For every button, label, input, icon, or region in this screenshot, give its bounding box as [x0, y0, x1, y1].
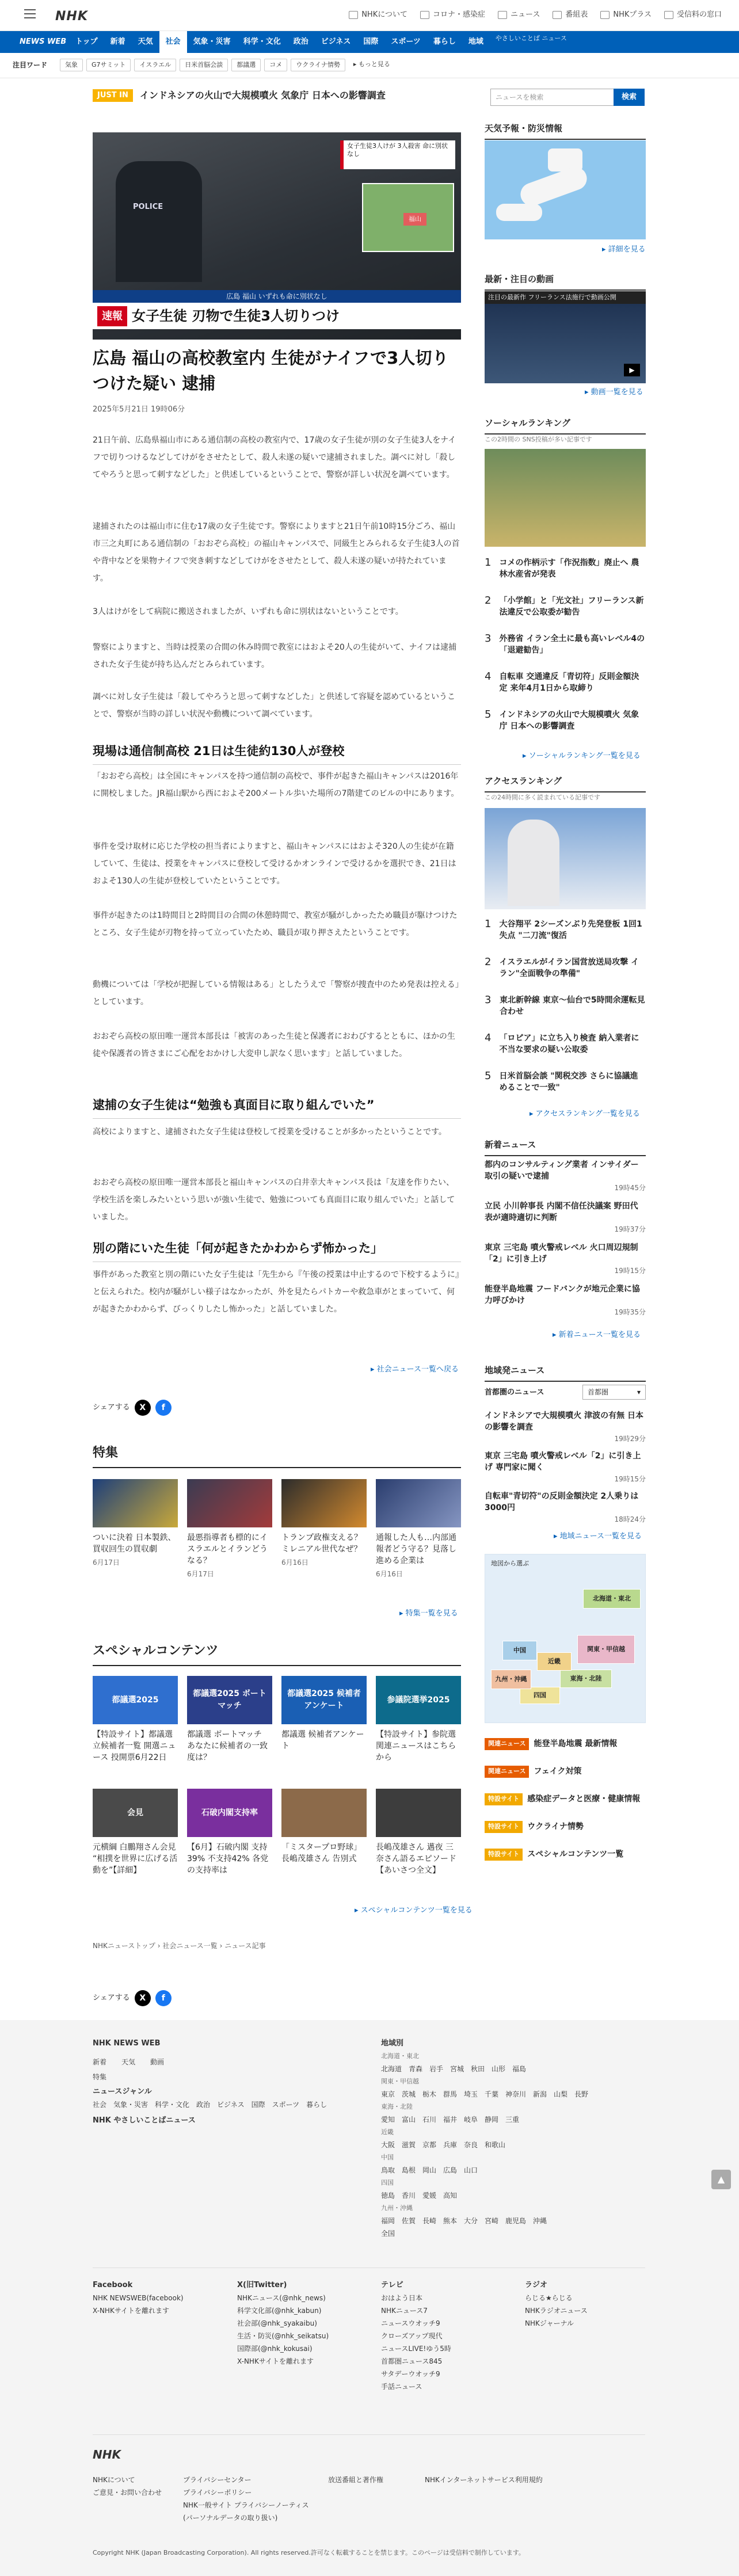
footer-link[interactable]: X-NHKサイトを離れます [237, 2357, 314, 2365]
special-card[interactable]: 石破内閣支持率 【6月】石破内閣 支持39% 不支持42% 各党の支持率は [187, 1789, 272, 1876]
nav-item[interactable]: トップ [75, 37, 98, 46]
tokushu-card[interactable]: 最悪指導者も標的にイスラエルとイランどうなる？ 6月17日 [187, 1479, 272, 1579]
promo-item[interactable]: 関連ニュース 能登半島地震 最新情報 [485, 1738, 646, 1750]
footer-region-link[interactable]: 愛知 富山 石川 福井 岐阜 静岡 三重 [381, 2116, 520, 2124]
footer-region-link[interactable]: 四国 [381, 2179, 394, 2186]
trend-row [0, 53, 739, 78]
trend-more-link[interactable]: ▸ もっと見る [353, 60, 390, 68]
footer-tv: テレビ おはよう日本 NHKニュース7 ニュースウオッチ9 クローズアップ現代 ニュースLIVE!ゆう5時 首都圏ニュース845 サタデーウオッチ9 手話ニュース [381, 2279, 508, 2393]
footer-link[interactable]: 科学文化部(@nhk_kabun) [237, 2307, 322, 2315]
card-image [376, 1789, 461, 1837]
search-input[interactable]: ニュースを検索 [490, 89, 620, 106]
footer [0, 2020, 739, 2576]
footer-link[interactable]: プライバシーポリシー [183, 2489, 252, 2497]
article-paragraph: 21日午前、広島県福山市にある通信制の高校の教室内で、17歳の女子生徒が別の女子生徒3人をナイフで切りつけるなどしてけがをさせたとして、殺人未遂の疑いで逮捕されました。調べに対し「殺してやろうと思って刺すなどした」と供述しているということで、警察が詳しい状況を調べています。 [93, 436, 456, 479]
footer-link[interactable]: ニュースLIVE!ゆう5時 [381, 2345, 451, 2353]
news-item[interactable]: インドネシアで大規模噴火 津波の有無 日本の影響を調査 19時29分 [485, 1411, 646, 1443]
breadcrumb-item: ニュース記事 [224, 1942, 266, 1950]
footer-link[interactable]: X-NHKサイトを離れます [93, 2307, 169, 2315]
region-map: 地図から選ぶ 北海道・東北 関東・甲信越 東海・北陸 近畿 中国 四国 九州・沖縄 [485, 1554, 646, 1723]
ranking-item[interactable]: 3 外務省 イラン全土に最も高いレベル4の「退避勧告」 [485, 632, 645, 655]
footer-link[interactable]: 動画 [150, 2058, 165, 2066]
x-share-icon[interactable]: X [135, 1990, 151, 2006]
footer-link[interactable]: 手話ニュース [381, 2383, 422, 2391]
special-more-link[interactable]: ▸ スペシャルコンテンツ一覧を見る [355, 1906, 473, 1915]
trend-tag[interactable]: G7サミット [86, 59, 131, 71]
footer-region-link[interactable]: 福岡 佐賀 長崎 熊本 大分 宮崎 鹿児島 沖縄 [381, 2217, 547, 2225]
card-image [93, 1479, 178, 1527]
footer-region-link[interactable]: 東海・北陸 [381, 2103, 413, 2110]
article-paragraph: 事件を受け取材に応じた学校の担当者によりますと、福山キャンパスにはおよそ320人の生徒が在籍していて、生徒は、授業をキャンパスに登校して受けるかオンラインで受けるかを選択でき、21日はおよそ130人の生徒が登校していたということです。 [93, 842, 456, 886]
footer-region-link[interactable]: 東京 茨城 栃木 群馬 埼玉 千葉 神奈川 新潟 山梨 長野 [381, 2090, 589, 2098]
breadcrumb-item[interactable]: NHKニューストップ [93, 1942, 155, 1950]
nav-item-yasashii[interactable]: やさしいことば ニュース [495, 35, 567, 42]
special-title: スペシャルコンテンツ [93, 1641, 461, 1666]
card-image: 会見 [93, 1789, 178, 1837]
ranking-item[interactable]: 5 日米首脳会談 "関税交渉 さらに協議進めることで一致" [485, 1070, 638, 1092]
footer-link[interactable]: NHKニュース7 [381, 2307, 428, 2315]
article-paragraph: 事件があった教室と別の階にいた女子生徒は「先生から『午後の授業は中止するので下校するように』と伝えられた。校内が騒がしい様子はなかったが、外を見たらパトカーや救急車がとまっていて、何が起きたかわからず、びっくりしたし怖かった」と話していました。 [93, 1270, 459, 1314]
card-image: 都議選2025 [93, 1676, 178, 1724]
just-in-banner[interactable] [93, 89, 386, 102]
region-select[interactable]: 首都圏 ▾ [582, 1385, 646, 1400]
special-card[interactable]: 参議院選挙2025 【特設サイト】参院選 関連ニュースはこちらから [376, 1676, 461, 1763]
news-item[interactable]: 都内のコンサルティング業者 インサイダー取引の疑いで逮捕 19時45分 [485, 1160, 646, 1192]
footer-region-link[interactable]: 全国 [381, 2230, 395, 2238]
trend-tag[interactable]: 気象 [60, 59, 83, 71]
trend-tag[interactable]: 日米首脳会談 [180, 59, 228, 71]
new-news-title: 新着ニュース [485, 1138, 646, 1156]
weather-map[interactable] [485, 140, 646, 239]
hero-overlay-top: 女子生徒3人けが 3人殺害 命に別状なし [340, 140, 455, 169]
special-card[interactable]: 長嶋茂雄さん 邁夜 三奈さん語るエピソード【あいさつ全文】 [376, 1789, 461, 1876]
section-heading: 現場は通信制高校 21日は生徒約130人が登校 [93, 742, 461, 765]
menu-icon[interactable] [24, 9, 36, 18]
card-image [281, 1789, 367, 1837]
nav-item[interactable]: 暮らし [433, 37, 456, 46]
article-paragraph: おおぞら高校の原田唯一運営本部長と福山キャンパスの白井幸大キャンパス長は「友達を作りたい、学校生活を楽しみたいという思いが強い生徒で、勉強についても真面目に取り組んでいた」と話していました。 [93, 1178, 455, 1222]
ranking-item[interactable]: 4 自転車 交通違反「青切符」反則金額決定 来年4月1日から取締り [485, 670, 639, 693]
special-card[interactable]: 「ミスタープロ野球」長嶋茂雄さん 告別式 [281, 1789, 367, 1865]
news-item[interactable]: 東京 三宅島 噴火警戒レベル「2」に引き上げ 専門家に聞く 19時15分 [485, 1451, 646, 1483]
nav-item[interactable]: 科学・文化 [243, 37, 281, 46]
virus-icon [420, 11, 429, 19]
card-image: 石破内閣支持率 [187, 1789, 272, 1837]
footer-link[interactable]: NHK NEWSWEB(facebook) [93, 2294, 184, 2302]
scroll-top-icon[interactable]: ▲ [711, 2170, 731, 2189]
footer-link[interactable]: クローズアップ現代 [381, 2332, 443, 2340]
facebook-share-icon[interactable]: f [155, 1990, 172, 2006]
header-links [349, 9, 722, 21]
footer-genre-title: ニュースジャンル [93, 2087, 152, 2096]
police-figure: POLICE [116, 161, 202, 282]
trend-label: 注目ワード [13, 61, 48, 69]
ranking-item[interactable]: 1 コメの作柄示す「作況指数」廃止へ 農林水産省が発表 [485, 557, 639, 579]
trend-tag[interactable]: イスラエル [134, 59, 176, 71]
tokushu-more-link[interactable]: ▸ 特集一覧を見る [399, 1609, 458, 1618]
weather-title: 天気予報・防災情報 [485, 122, 646, 140]
footer-link[interactable]: 生活・防災(@nhk_seikatsu) [237, 2332, 329, 2340]
footer-yasashii[interactable]: NHK やさしいことばニュース [93, 2116, 196, 2125]
footer-link[interactable]: NHKインターネットサービス利用規約 [425, 2476, 543, 2484]
yen-icon [664, 11, 673, 19]
section-heading: 別の階にいた生徒「何が起きたかわからず怖かった」 [93, 1240, 461, 1262]
footer-link[interactable]: NHK一般サイト プライバシーノーティス [183, 2501, 309, 2509]
footer-link[interactable]: 社会部(@nhk_syakaibu) [237, 2319, 317, 2327]
footer-link[interactable]: 特集 [93, 2073, 107, 2081]
footer-genres[interactable]: 社会 気象・災害 科学・文化 政治 ビジネス 国際 スポーツ 暮らし [93, 2101, 327, 2109]
footer-link[interactable]: プライバシーセンター [183, 2476, 252, 2484]
play-icon [600, 11, 610, 19]
card-image [187, 1479, 272, 1527]
special-card[interactable]: 都議選2025 【特設サイト】都議選 立候補者一覧 開選ニュース 投開票6月22日 [93, 1676, 178, 1763]
nav-item[interactable]: ビジネス [321, 37, 351, 46]
header-link-about[interactable]: NHKについて [349, 9, 407, 21]
article-paragraph: 事件が起きたのは1時間目と2時間目の合間の休憩時間で、教室が騒がしかったため職員が駆けつけたところ、女子生徒が刃物を持って立っていたため、職員が取り押さえたということです。 [93, 911, 458, 938]
promo-item[interactable]: 特設サイト スペシャルコンテンツ一覧 [485, 1849, 646, 1861]
hero-map-inset: 福山 [362, 183, 454, 252]
footer-link[interactable]: NHKについて [93, 2476, 135, 2484]
article-paragraph: 「おおぞら高校」は全国にキャンパスを持つ通信制の高校で、事件が起きた福山キャンパスは2016年に開校しました。JR福山駅から西におよそ200メートル歩いた場所の7階建てのビルの中にあります。 [93, 772, 459, 798]
local-more-link[interactable]: ▸ 地域ニュース一覧を見る [554, 1532, 642, 1541]
article-paragraph: 警察によりますと、当時は授業の合間の休み時間で教室にはおよそ20人の生徒がいて、ナイフは逮捕された女子生徒が持ち込んだとみられています。 [93, 643, 457, 669]
ranking-item[interactable]: 1 大谷翔平 2シーズンぶり先発登板 1回1失点 "二刀流"復活 [485, 918, 642, 940]
footer-link[interactable]: ニュースウオッチ9 [381, 2319, 440, 2327]
footer-region-link[interactable]: 九州・沖縄 [381, 2204, 413, 2212]
header-link-corona[interactable]: コロナ・感染症 [420, 9, 485, 21]
hero-headline-band: 速報 女子生徒 刃物で生徒3人切りつけ [93, 303, 461, 329]
region-button[interactable]: 中国 [502, 1641, 537, 1660]
access-ranking-image[interactable] [485, 808, 646, 909]
just-in-tag: JUST IN [93, 89, 133, 102]
footer-regions: 地域別 北海道・東北 北海道 青森 岩手 宮城 秋田 山形 福島 関東・甲信越 東京 茨城 栃木 群馬 埼玉 千葉 神奈川 新潟 山梨 長野 東海・北陸 愛知 富山 石川 福井 岐阜 静岡 三重 近畿 大阪 滋賀 京都 兵庫 奈良 和歌山 中国 鳥取 島根 岡山 広島 山口 四国 徳島 香川 愛媛 高知 九州・沖縄 福岡 佐賀 長崎 熊本 大分 宮崎 鹿児島 沖縄 全国 [381, 2037, 623, 2240]
article-paragraph: 動機については「学校が把握している情報はある」としたうえで「警察が捜査中のため発表は控える」としています。 [93, 980, 459, 1007]
footer-nhk-logo[interactable]: NHK [93, 2448, 121, 2461]
hero-caption: 広島 福山 いずれも命に別状なし [93, 290, 461, 303]
social-more-link[interactable]: ▸ ソーシャルランキング一覧を見る [523, 752, 641, 760]
card-image: 都議選2025 ボートマッチ [187, 1676, 272, 1724]
nav-item[interactable]: 新着 [110, 37, 125, 46]
ranking-item[interactable]: 5 インドネシアの火山で大規模噴火 気象庁 日本への影響調査 [485, 708, 639, 731]
footer-x: X(旧Twitter) NHKニュース(@nhk_news) 科学文化部(@nhk_kabun) 社会部(@nhk_syakaibu) 生活・防災(@nhk_seikatsu) 国際部(@nhk_kokusai) X-NHKサイトを離れます [237, 2279, 364, 2368]
trend-tags [60, 59, 395, 71]
footer-link[interactable]: 新着 [93, 2058, 107, 2066]
section-heading: 逮捕の女子生徒は“勉強も真面目に取り組んでいた” [93, 1096, 461, 1119]
footer-link[interactable]: サタデーウオッチ9 [381, 2370, 440, 2378]
nhk-icon [349, 11, 358, 19]
header-link-plus[interactable]: NHKプラス [600, 9, 652, 21]
facebook-share-icon[interactable]: f [155, 1400, 172, 1416]
footer-region-link[interactable]: 徳島 香川 愛媛 高知 [381, 2192, 458, 2200]
region-button[interactable]: 四国 [520, 1687, 560, 1704]
footer-link[interactable]: (パーソナルデータの取り扱い) [183, 2514, 278, 2522]
card-image: 都議選2025 候補者アンケート [281, 1676, 367, 1724]
header-link-fee[interactable]: 受信料の窓口 [664, 9, 722, 21]
footer-region-link[interactable]: 近畿 [381, 2128, 394, 2136]
social-ranking-title: ソーシャルランキング [485, 417, 646, 435]
nav-item[interactable]: 地域 [468, 37, 483, 46]
access-ranking-title: アクセスランキング [485, 775, 646, 792]
footer-region-link[interactable]: 北海道 青森 岩手 宮城 秋田 山形 福島 [381, 2065, 527, 2073]
new-news-more-link[interactable]: ▸ 新着ニュース一覧を見る [553, 1331, 641, 1339]
news-icon [498, 11, 507, 19]
footer-link[interactable]: NHKジャーナル [525, 2319, 574, 2327]
local-news-title: 地域発ニュース [485, 1364, 646, 1382]
region-button[interactable]: 九州・沖縄 [491, 1670, 531, 1689]
footer-region-link[interactable]: 北海道・東北 [381, 2052, 419, 2060]
tokushu-card[interactable]: ついに決着 日本製鉄、買収回生の買収劇 6月17日 [93, 1479, 178, 1568]
news-item[interactable]: 東京 三宅島 噴火警戒レベル 火口周辺規制「2」に引き上げ 19時15分 [485, 1243, 646, 1275]
promo-item[interactable]: 関連ニュース フェイク対策 [485, 1766, 646, 1778]
header-link-news[interactable]: ニュース [498, 9, 540, 21]
back-to-social-news-link[interactable]: ▸ 社会ニュース一覧へ戻る [371, 1365, 459, 1374]
footer-link[interactable]: らじる★らじる [525, 2294, 573, 2302]
search-button[interactable]: 検索 [614, 89, 645, 106]
ranking-item[interactable]: 3 東北新幹線 東京〜仙台で5時間余運転見合わせ [485, 994, 645, 1016]
article-paragraph: 逮捕されたのは福山市に住む17歳の女子生徒です。警察によりますと21日午前10時15分ごろ、福山市三之丸町にある通信制の「おおぞら高校」の福山キャンパスで、同級生とみられる女子生徒3人の首や背中などを果物ナイフで突き刺すなどしてけがをさせたとして、殺人未遂の疑いが持たれています。 [93, 522, 460, 583]
region-button[interactable]: 近畿 [537, 1652, 572, 1671]
x-share-icon[interactable]: X [135, 1400, 151, 1416]
nav-item[interactable]: 天気 [138, 37, 153, 46]
share-bar: シェアする X f [93, 1400, 172, 1416]
footer-link[interactable]: NHKニュース(@nhk_news) [237, 2294, 326, 2302]
news-web-brand[interactable]: NEWS WEB [20, 37, 67, 46]
nhk-logo[interactable]: NHK [55, 9, 88, 24]
video-title: 最新・注目の動画 [485, 273, 646, 291]
region-button[interactable]: 北海道・東北 [583, 1589, 641, 1609]
share-bar-bottom: シェアする X f [93, 1990, 172, 2006]
social-note: この2時間の SNS投稿が多い記事です [485, 436, 592, 443]
play-icon[interactable]: ▶ [624, 364, 640, 376]
article-paragraph: 高校によりますと、逮捕された女子生徒は登校して授業を受けることが多かったということです。 [93, 1127, 447, 1137]
trend-tag[interactable]: コメ [264, 59, 287, 71]
footer-link[interactable]: ご意見・お問い合わせ [93, 2489, 162, 2497]
promo-item[interactable]: 特設サイト 感染症データと医療・健康情報 [485, 1793, 646, 1805]
footer-radio: ラジオ らじる★らじる NHKラジオニュース NHKジャーナル [525, 2279, 640, 2330]
nav-item[interactable]: 国際 [363, 37, 379, 46]
special-card[interactable]: 都議選2025 ボートマッチ 都議選 ボートマッチ あなたに候補者の一致度は？ [187, 1676, 272, 1763]
card-image [376, 1479, 461, 1527]
article-paragraph: 調べに対し女子生徒は「殺してやろうと思って刺すなどした」と供述して容疑を認めているということで、警察が当時の詳しい状況や動機について調べています。 [93, 692, 455, 719]
access-more-link[interactable]: ▸ アクセスランキング一覧を見る [530, 1110, 640, 1118]
footer-region-link[interactable]: 鳥取 島根 岡山 広島 山口 [381, 2166, 478, 2174]
tokushu-title: 特集 [93, 1443, 461, 1468]
footer-link[interactable]: 首都圏ニュース845 [381, 2357, 443, 2365]
ranking-item[interactable]: 4 「ロピア」に立ち入り検査 納入業者に不当な要求の疑い公取委 [485, 1032, 639, 1054]
footer-brand[interactable]: NHK NEWS WEB [93, 2039, 161, 2048]
region-button[interactable]: 東海・北陸 [560, 1670, 612, 1688]
news-item[interactable]: 能登半島地震 フードバンクが地元企業に協力呼びかけ 19時35分 [485, 1285, 646, 1316]
nav-item[interactable]: 社会 [159, 31, 187, 53]
region-button[interactable]: 関東・甲信越 [577, 1635, 635, 1664]
footer-region-link[interactable]: 中国 [381, 2154, 394, 2161]
ranking-item[interactable]: 2 「小学館」と「光文社」フリーランス新法違反で公取委が勧告 [485, 595, 644, 617]
video-thumbnail[interactable]: 注目の最新作 フリーランス法施行で動画公開 ▶ [485, 291, 646, 383]
weather-more-link[interactable]: ▸ 詳細を見る [602, 245, 646, 254]
footer-link[interactable]: 放送番組と著作権 [328, 2476, 384, 2484]
breadcrumb: NHKニューストップ › 社会ニュース一覧 › ニュース記事 [93, 1942, 266, 1950]
nav-item[interactable]: 気象・災害 [193, 37, 231, 46]
special-card[interactable]: 都議選2025 候補者アンケート 都議選 候補者アンケート [281, 1676, 367, 1752]
chevron-down-icon: ▾ [637, 1388, 641, 1396]
footer-link[interactable]: 国際部(@nhk_kokusai) [237, 2345, 313, 2353]
footer-region-link[interactable]: 大阪 滋賀 京都 兵庫 奈良 和歌山 [381, 2141, 506, 2149]
article-paragraph: おおぞら高校の原田唯一運営本部長は「被害のあった生徒と保護者におわびするとともに、ほかの生徒や保護者の皆さまにご心配をおかけし大変申し訳なく思います」と話していました。 [93, 1032, 455, 1058]
tokushu-card[interactable]: 通報した人も…内部通報者どう守る？見落し進める企業は 6月16日 [376, 1479, 461, 1579]
footer-region-link[interactable]: 関東・甲信越 [381, 2078, 419, 2085]
article-title: 広島 福山の高校教室内 生徒がナイフで3人切りつけた疑い 逮捕 [93, 348, 449, 393]
copyright: Copyright NHK (Japan Broadcasting Corporation). All rights reserved.許可なく転載することを禁じます。このページは受信料で制作しています。 [93, 2549, 525, 2556]
footer-link[interactable]: NHKラジオニュース [525, 2307, 588, 2315]
special-card[interactable]: 会見 元横綱 白鵬翔さん会見 “相撲を世界に広げる活動を”【詳細】 [93, 1789, 178, 1876]
promo-item[interactable]: 特設サイト ウクライナ情勢 [485, 1821, 646, 1833]
nav-bar [0, 31, 739, 53]
news-item[interactable]: 自転車"青切符"の反則金額決定 2人乗りは3000円 18時24分 [485, 1492, 646, 1523]
card-image: 参議院選挙2025 [376, 1676, 461, 1724]
article-paragraph: 3人はけがをして病院に搬送されましたが、いずれも命に別状はないということです。 [93, 607, 403, 616]
tokushu-card[interactable]: トランプ政権支える？ミレニアル世代なぜ？ 6月16日 [281, 1479, 367, 1568]
news-item[interactable]: 立民 小川幹事長 内閣不信任決議案 野田代表が適時適切に判断 19時37分 [485, 1202, 646, 1233]
just-in-title[interactable]: インドネシアの火山で大規模噴火 気象庁 日本への影響調査 [139, 90, 386, 101]
access-note: この24時間に多く読まれている記事です [485, 794, 600, 801]
breadcrumb-item[interactable]: 社会ニュース一覧 [162, 1942, 218, 1950]
nav-items [69, 31, 573, 53]
ranking-item[interactable]: 2 イスラエルがイラン国営放送局攻撃 イラン"全面戦争の準備" [485, 956, 639, 978]
trend-tag[interactable]: ウクライナ情勢 [291, 59, 345, 71]
tv-icon [553, 11, 562, 19]
header-link-tvguide[interactable]: 番組表 [553, 9, 588, 21]
trend-tag[interactable]: 都議選 [231, 59, 261, 71]
video-more-link[interactable]: ▸ 動画一覧を見る [585, 388, 643, 397]
social-ranking-image[interactable] [485, 449, 646, 547]
nav-item[interactable]: スポーツ [391, 37, 421, 46]
footer-link[interactable]: おはよう日本 [381, 2294, 423, 2302]
local-sub: 首都圏のニュース [485, 1388, 544, 1397]
nav-item[interactable]: 政治 [293, 37, 308, 46]
hero-image[interactable] [93, 132, 461, 340]
card-image [281, 1479, 367, 1527]
top-bar [0, 0, 739, 31]
article-date: 2025年5月21日 19時06分 [93, 405, 185, 414]
footer-facebook: Facebook NHK NEWSWEB(facebook) X-NHKサイトを離れます [93, 2279, 219, 2317]
footer-link[interactable]: 天気 [121, 2058, 136, 2066]
